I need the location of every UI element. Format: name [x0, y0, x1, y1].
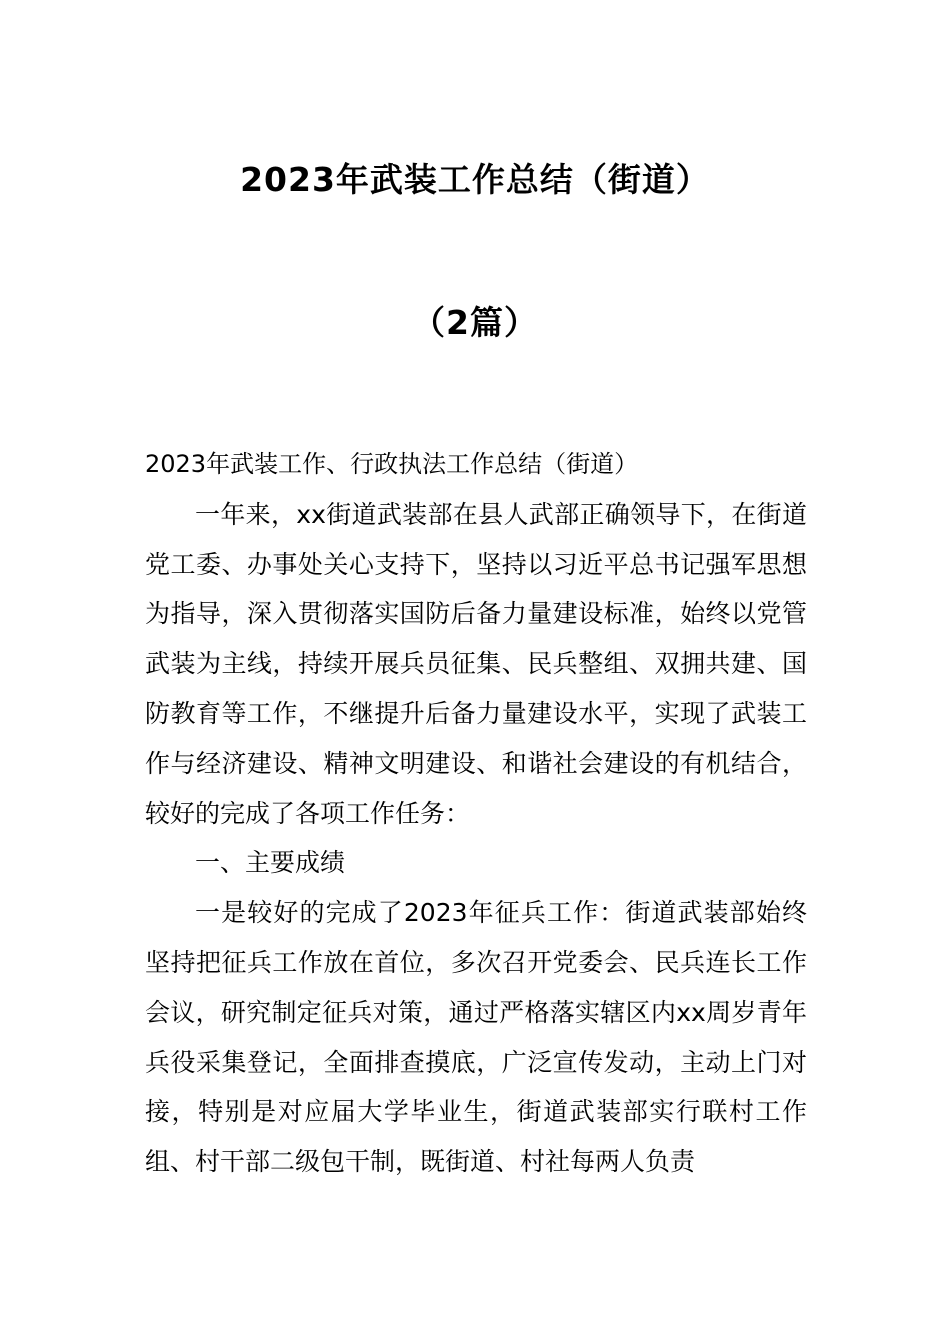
document-title: 2023年武装工作总结（街道） [240, 160, 710, 199]
document-subtitle: （2篇） [412, 303, 538, 342]
article-heading: 2023年武装工作、行政执法工作总结（街道） [145, 450, 639, 478]
section-heading-main-achievements: 一、主要成绩 [195, 848, 346, 878]
paragraph-recruitment: 一是较好的完成了2023年征兵工作：街道武装部始终坚持把征兵工作放在首位，多次召开党委会、民兵连长工作会议，研究制定征兵对策，通过严格落实辖区内xx周岁青年兵役采集登记，全面排查摸底，广泛宣传发动，主动上门对接，特别是对应届大学毕业生，街道武装部实行联村工作组、村干部二级包干制，既街道、村社每两人负责 [145, 898, 807, 1177]
paragraph-intro: 一年来，xx街道武装部在县人武部正确领导下，在街道党工委、办事处关心支持下，坚持以习近平总书记强军思想为指导，深入贯彻落实国防后备力量建设标准，始终以党管武装为主线，持续开展兵员征集、民兵整组、双拥共建、国防教育等工作，不继提升后备力量建设水平，实现了武装工作与经济建设、精神文明建设、和谐社会建设的有机结合，较好的完成了各项工作任务： [145, 499, 807, 828]
document-body [145, 440, 807, 1187]
